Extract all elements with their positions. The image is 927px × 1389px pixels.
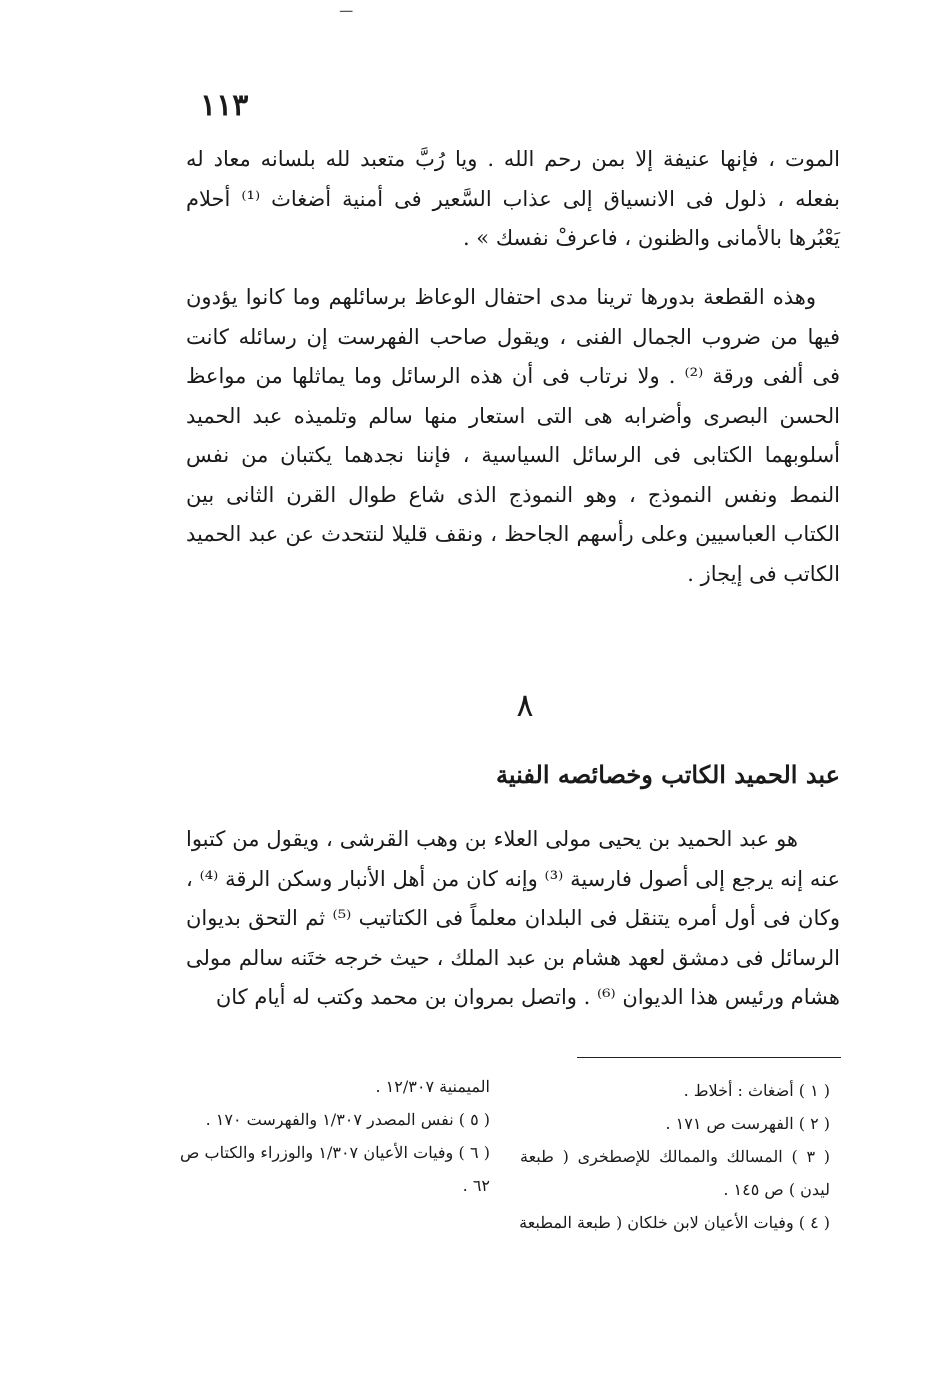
footnotes-right-column	[520, 1074, 830, 1239]
paragraph-biography: هو عبد الحميد بن يحيى مولى العلاء بن وهب القرشى ، ويقول من كتبوا عنه إنه يرجع إلى أصول فارسية ⁽³⁾ وإنه كان من أهل الأنبار وسكن الرقة ⁽⁴⁾ ، وكان فى أول أمره يتنقل فى البلدان معلماً فى الكتاتيب ⁽⁵⁾ ثم التحق بديوان الرسائل فى دمشق لعهد هشام بن عبد الملك ، حيث خرجه ختَنه سالم مولى هشام ورئيس هذا الديوان ⁽⁶⁾ . واتصل بمروان بن محمد وكتب له أيام كان	[186, 827, 840, 1009]
footnote-2: ( ٢ ) الفهرست ص ١٧١ .	[665, 1114, 830, 1133]
footnote-6: ( ٦ ) وفيات الأعيان ١/٣٠٧ والوزراء والكتاب ص ٦٢ .	[180, 1143, 491, 1195]
top-edge-mark: ـــ	[340, 0, 353, 16]
footnotes-left-column	[180, 1070, 490, 1202]
footnote-4-continuation: الميمنية ١٢/٣٠٧ .	[375, 1077, 490, 1096]
page-number: ١١٣	[200, 88, 249, 123]
paragraph-sermon-letters: وهذه القطعة بدورها ترينا مدى احتفال الوعاظ برسائلهم وما كانوا يؤدون فيها من ضروب الجمال الفنى ، ويقول صاحب الفهرست إن رسائله كانت فى ألفى ورقة ⁽²⁾ . ولا نرتاب فى أن هذه الرسائل وما يماثلها من مواعظ الحسن البصرى وأضرابه هى التى استعار منها سالم وتلميذه عبد الحميد أسلوبهما الكتابى فى الرسائل السياسية ، فإننا نجدهما يكتبان من نفس النمط ونفس النموذج ، وهو النموذج الذى شاع طوال القرن الثانى بين الكتاب العباسيين وعلى رأسهم الجاحظ ، ونقف قليلا لنتحدث عن عبد الحميد الكاتب فى إيجاز .	[186, 285, 840, 586]
footnote-divider	[577, 1057, 841, 1058]
paragraph-continuation: الموت ، فإنها عنيفة إلا بمن رحم الله . ويا رُبَّ متعبد لله بلسانه معاد له بفعله ، ذلول فى الانسياق إلى عذاب السَّعير فى أمنية أضغاث ⁽¹⁾ أحلام يَعْبُرها بالأمانى والظنون ، فاعرفْ نفسك » .	[186, 147, 840, 250]
footnote-5: ( ٥ ) نفس المصدر ١/٣٠٧ والفهرست ١٧٠ .	[205, 1110, 490, 1129]
footnote-1: ( ١ ) أضغاث : أخلاط .	[683, 1081, 830, 1100]
footnote-3: ( ٣ ) المسالك والممالك للإصطخرى ( طبعة ليدن ) ص ١٤٥ .	[520, 1147, 831, 1199]
section-title: عبد الحميد الكاتب وخصائصه الفنية	[496, 760, 840, 789]
footnote-4: ( ٤ ) وفيات الأعيان لابن خلكان ( طبعة المطبعة	[519, 1213, 830, 1232]
section-number: ٨	[516, 686, 534, 724]
